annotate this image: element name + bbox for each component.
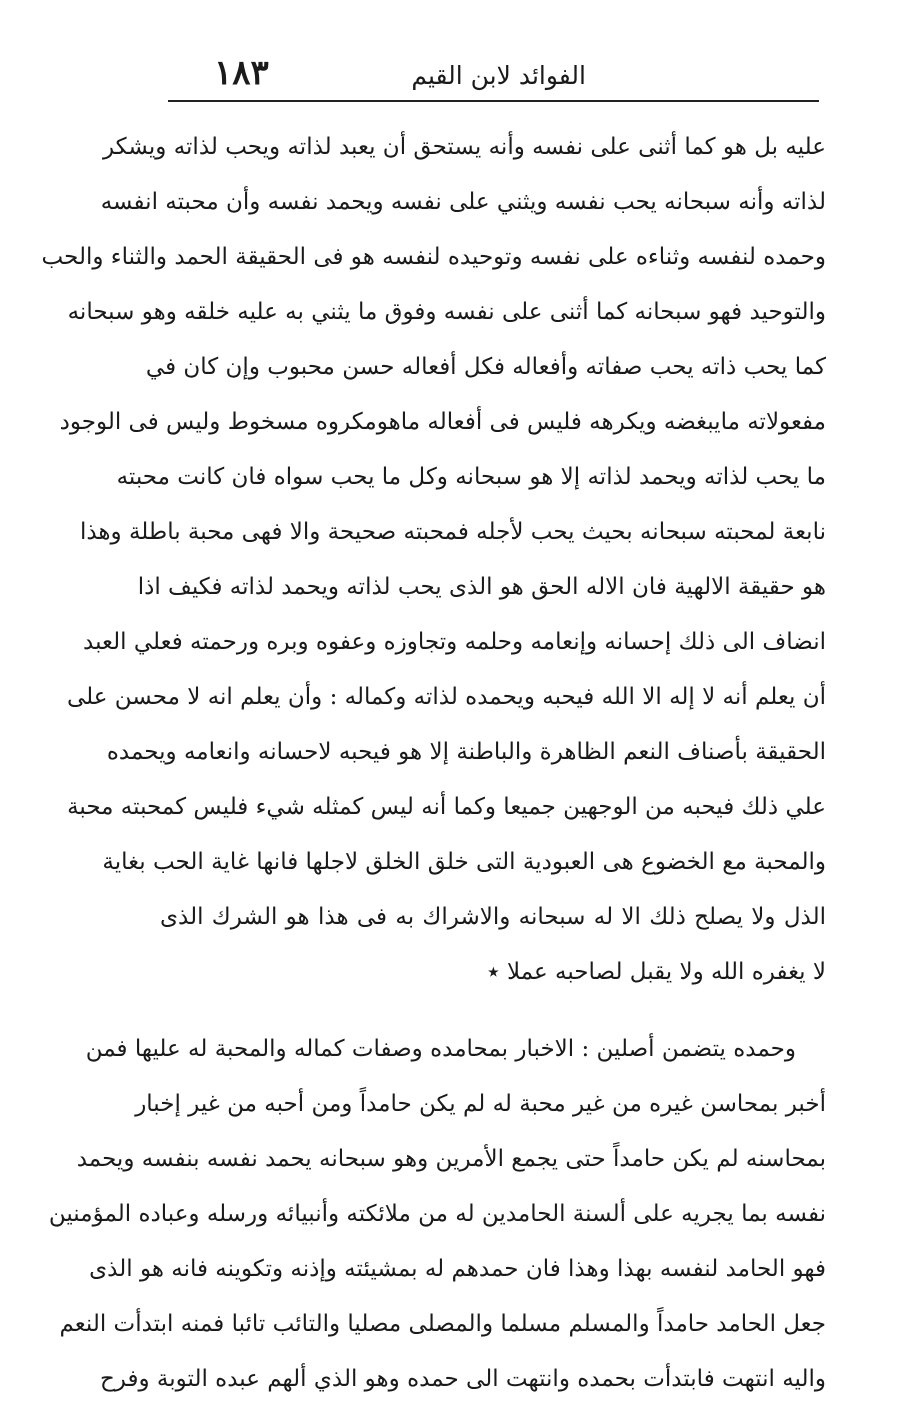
text-line: هو حقيقة الالهية فان الاله الحق هو الذى يحب لذاته ويحمد لذاته فكيف اذا bbox=[137, 574, 826, 600]
text-line: الذل ولا يصلح ذلك الا له سبحانه والاشراك به فى هذا هو الشرك الذى bbox=[160, 904, 826, 930]
text-line: انضاف الى ذلك إحسانه وإنعامه وحلمه وتجاوزه وعفوه وبره ورحمته فعلي العبد bbox=[83, 629, 826, 655]
text-line: أن يعلم أنه لا إله الا الله فيحبه ويحمده لذاته وكماله : وأن يعلم انه لا محسن على bbox=[66, 684, 826, 710]
text-line: ما يحب لذاته ويحمد لذاته إلا هو سبحانه وكل ما يحب سواه فان كانت محبته bbox=[116, 464, 826, 490]
page-body bbox=[41, 120, 826, 1407]
text-line: وحمده لنفسه وثناءه على نفسه وتوحيده لنفسه هو فى الحقيقة الحمد والثناء والحب bbox=[41, 244, 826, 270]
text-line: لا يغفره الله ولا يقبل لصاحبه عملا ٭ bbox=[487, 959, 826, 985]
text-line: أخبر بمحاسن غيره من غير محبة له لم يكن حامداً ومن أحبه من غير إخبار bbox=[135, 1091, 826, 1117]
text-line: والمحبة مع الخضوع هى العبودية التى خلق الخلق لاجلها فانها غاية الحب بغاية bbox=[102, 849, 826, 875]
text-line: كما يحب ذاته يحب صفاته وأفعاله فكل أفعاله حسن محبوب وإن كان في bbox=[145, 354, 826, 380]
text-line: علي ذلك فيحبه من الوجهين جميعا وكما أنه ليس كمثله شيء فليس كمحبته محبة bbox=[67, 794, 826, 820]
text-line: فهو الحامد لنفسه بهذا وهذا فان حمدهم له بمشيئته وإذنه وتكوينه فانه هو الذى bbox=[89, 1256, 826, 1282]
running-title: الفوائد لابن القيم bbox=[411, 61, 586, 90]
text-line: نابعة لمحبته سبحانه بحيث يحب لأجله فمحبته صحيحة والا فهى محبة باطلة وهذا bbox=[79, 519, 826, 545]
text-line: بمحاسنه لم يكن حامداً حتى يجمع الأمرين وهو سبحانه يحمد نفسه بنفسه ويحمد bbox=[76, 1146, 826, 1172]
paragraph bbox=[41, 120, 826, 1000]
paragraph bbox=[48, 1022, 826, 1407]
text-line: نفسه بما يجريه على ألسنة الحامدين له من ملائكته وأنبيائه ورسله وعباده المؤمنين bbox=[48, 1201, 826, 1227]
text-line: لذاته وأنه سبحانه يحب نفسه ويثني على نفسه ويحمد نفسه وأن محبته انفسه bbox=[100, 189, 826, 215]
text-line: جعل الحامد حامداً والمسلم مسلما والمصلى مصليا والتائب تائبا فمنه ابتدأت النعم bbox=[59, 1311, 826, 1337]
paragraph-gap bbox=[160, 1000, 826, 1022]
text-line: والتوحيد فهو سبحانه كما أثنى على نفسه وفوق ما يثني به عليه خلقه وهو سبحانه bbox=[67, 299, 826, 325]
text-line: وحمده يتضمن أصلين : الاخبار بمحامده وصفات كماله والمحبة له عليها فمن bbox=[85, 1036, 796, 1062]
page-number: ١٨٣ bbox=[214, 53, 269, 93]
page-header bbox=[170, 52, 818, 98]
text-line: عليه بل هو كما أثنى على نفسه وأنه يستحق أن يعبد لذاته ويحب لذاته ويشكر bbox=[102, 134, 826, 160]
header-rule bbox=[168, 100, 819, 102]
text-line: واليه انتهت فابتدأت بحمده وانتهت الى حمده وهو الذي ألهم عبده التوبة وفرح bbox=[99, 1366, 826, 1392]
text-line: الحقيقة بأصناف النعم الظاهرة والباطنة إلا هو فيحبه لاحسانه وانعامه ويحمده bbox=[106, 739, 826, 765]
text-line: مفعولاته مايبغضه ويكرهه فليس فى أفعاله ماهومكروه مسخوط وليس فى الوجود bbox=[59, 409, 826, 435]
